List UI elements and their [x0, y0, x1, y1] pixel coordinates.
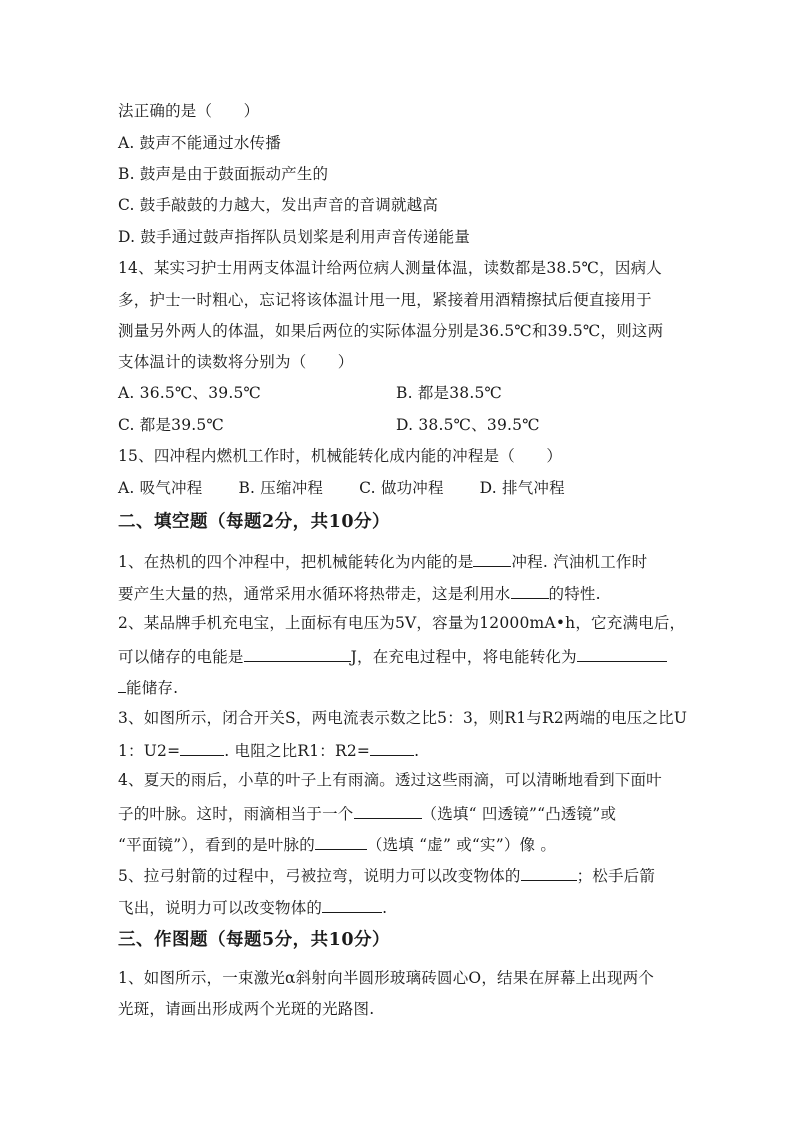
- q15-option-d: D. 排气冲程: [479, 479, 565, 497]
- s2-q3-text-2a: 1：U2=: [118, 742, 181, 760]
- s2-q5-text-1b: ；松手后箭: [576, 867, 656, 885]
- s3-q1-line-1: 1、如图所示，一束激光α斜射向半圆形玻璃砖圆心O，结果在屏幕上出现两个: [118, 969, 655, 987]
- s2-q2-line-1: 2、某品牌手机充电宝，上面标有电压为5V，容量为12000mA•h，它充满电后，: [118, 614, 686, 632]
- s2-q4-line-1: 4、夏天的雨后，小草的叶子上有雨滴。透过这些雨滴，可以清晰地看到下面叶: [118, 771, 662, 789]
- s2-q5-line-1: [118, 864, 655, 886]
- s2-q2-line-3: [118, 676, 178, 698]
- s2-q5-text-1a: 5、拉弓射箭的过程中，弓被拉弯，说明力可以改变物体的: [118, 867, 521, 885]
- q14-line-4: 支体温计的读数将分别为（ ）: [118, 353, 354, 371]
- q13-option-a: A. 鼓声不能通过水传播: [118, 134, 281, 152]
- q13-option-c: C. 鼓手敲鼓的力越大，发出声音的音调就越高: [118, 196, 439, 214]
- s2-q4-text-2a: 子的叶脉。这时，雨滴相当于一个: [118, 805, 354, 823]
- q14-option-a: A. 36.5℃、39.5℃: [118, 384, 262, 402]
- s2-q1-blank-2[interactable]: [511, 582, 549, 599]
- q14-option-d: D. 38.5℃、39.5℃: [396, 416, 540, 434]
- s2-q4-blank-2[interactable]: [315, 833, 367, 850]
- s2-q5-blank-1[interactable]: [521, 864, 577, 881]
- s2-q1-blank-1[interactable]: [473, 550, 511, 567]
- s2-q2-blank-2-cont[interactable]: [118, 676, 126, 693]
- s2-q1-text-2b: 的特性.: [548, 585, 601, 603]
- q14-option-c: C. 都是39.5℃: [118, 416, 225, 434]
- q13-stem-tail: 法正确的是（ ）: [118, 102, 260, 120]
- s2-q1-text-1a: 1、在热机的四个冲程中，把机械能转化为内能的是: [118, 553, 474, 571]
- s2-q2-blank-2[interactable]: [577, 645, 667, 662]
- s2-q1-line-2: [118, 582, 601, 604]
- s2-q1-line-1: [118, 550, 647, 572]
- s2-q4-line-2: [118, 802, 616, 824]
- s2-q2-blank-1[interactable]: [244, 645, 351, 662]
- q13-option-d: D. 鼓手通过鼓声指挥队员划桨是利用声音传递能量: [118, 228, 471, 246]
- s2-q4-text-2b: （选填“ 凹透镜”“凸透镜”或: [421, 805, 617, 823]
- q13-option-b: B. 鼓声是由于鼓面振动产生的: [118, 165, 329, 183]
- q14-line-3: 测量另外两人的体温，如果后两位的实际体温分别是36.5℃和39.5℃，则这两: [118, 322, 664, 340]
- q15-options: [118, 478, 601, 498]
- q14-line-1: 14、某实习护士用两支体温计给两位病人测量体温，读数都是38.5℃，因病人: [118, 259, 662, 277]
- section3-heading: 三、作图题（每题5分，共10分）: [118, 930, 391, 950]
- s2-q1-text-1b: 冲程. 汽油机工作时: [511, 553, 648, 571]
- s2-q5-line-2: [118, 896, 387, 918]
- s2-q4-line-3: [118, 833, 556, 855]
- q15-option-c: C. 做功冲程: [359, 479, 444, 497]
- s2-q1-text-2a: 要产生大量的热，通常采用水循环将热带走，这是利用水: [118, 585, 511, 603]
- s2-q2-text-2a: 可以储存的电能是: [118, 648, 244, 666]
- s2-q3-line-1: 3、如图所示，闭合开关S，两电流表示数之比5：3，则R1与R2两端的电压之比U: [118, 709, 688, 727]
- s2-q5-text-2a: 飞出，说明力可以改变物体的: [118, 899, 323, 917]
- q15-option-b: B. 压缩冲程: [238, 479, 324, 497]
- section2-heading: 二、填空题（每题2分，共10分）: [118, 512, 391, 532]
- s2-q2-text-3: 能储存.: [126, 679, 179, 697]
- s2-q3-blank-2[interactable]: [370, 739, 414, 756]
- s2-q3-text-2c: .: [414, 742, 420, 760]
- s2-q3-text-2b: . 电阻之比R1：R2=: [224, 742, 371, 760]
- s2-q5-text-2b: .: [382, 899, 388, 917]
- s3-q1-line-2: 光斑，请画出形成两个光斑的光路图.: [118, 1000, 375, 1018]
- s2-q2-line-2: [118, 645, 667, 667]
- q14-line-2: 多，护士一时粗心，忘记将该体温计甩一甩，紧接着用酒精擦拭后便直接用于: [118, 291, 652, 309]
- s2-q4-text-3a: “平面镜”），看到的是叶脉的: [118, 836, 315, 854]
- s2-q4-blank-1[interactable]: [354, 802, 422, 819]
- s2-q2-text-2b: J，在充电过程中，将电能转化为: [350, 648, 577, 666]
- s2-q5-blank-2[interactable]: [322, 896, 382, 913]
- s2-q3-line-2: [118, 739, 419, 761]
- q15-stem: 15、四冲程内燃机工作时，机械能转化成内能的冲程是（ ）: [118, 447, 563, 465]
- q15-option-a: A. 吸气冲程: [118, 479, 203, 497]
- s2-q4-text-3b: （选填 “虚” 或“实”）像 。: [366, 836, 557, 854]
- s2-q3-blank-1[interactable]: [180, 739, 224, 756]
- q14-option-b: B. 都是38.5℃: [396, 384, 503, 402]
